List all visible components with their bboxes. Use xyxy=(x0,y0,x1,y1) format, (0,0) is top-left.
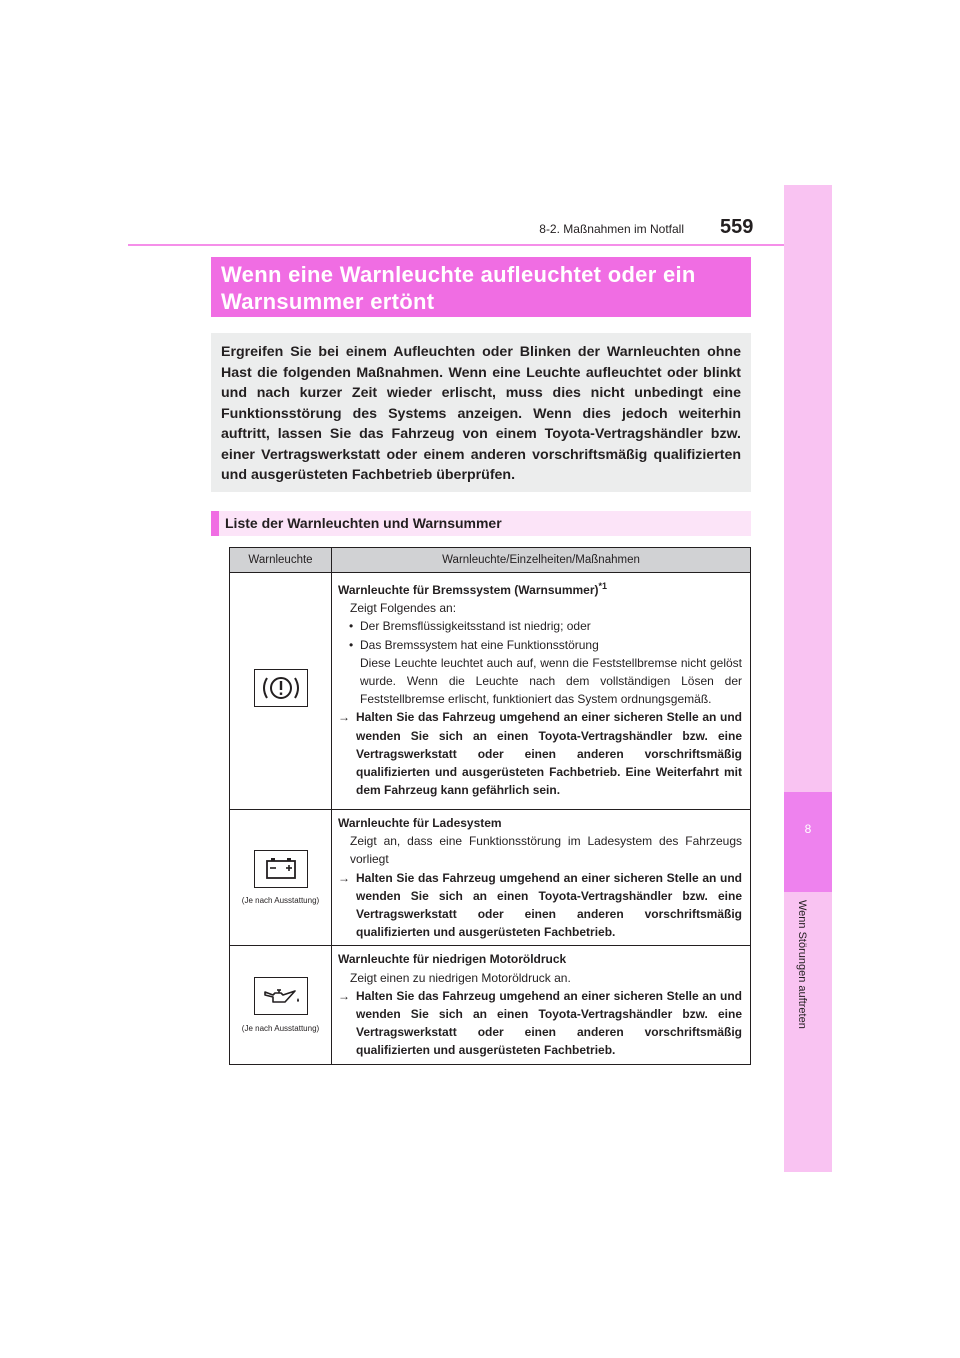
section-title-line1: Wenn eine Warnleuchte aufleuchtet oder ein xyxy=(221,262,696,287)
brake-warning-icon xyxy=(254,669,308,707)
table-row xyxy=(230,810,751,946)
warning-description: Zeigt an, dass eine Funktionsstörung im Ladesystem des Fahrzeugs vorliegt xyxy=(350,834,742,867)
icon-cell xyxy=(230,946,332,1064)
icon-cell xyxy=(230,810,332,946)
list-item: • Das Bremssystem hat eine Funktionsstörung xyxy=(349,637,599,652)
chapter-number: 8 xyxy=(804,822,812,836)
page-number: 559 xyxy=(720,216,754,238)
subsection-heading-text: Liste der Warnleuchten und Warnsummer xyxy=(225,515,502,531)
warning-action: → Halten Sie das Fahrzeug umgehend an einer sicheren Stelle an und wenden Sie sich an einen Toyota-Vertragshändler bzw. eine Vertragswerkstatt oder einen anderen vorschriftsmäßig qualifizierten und ausgerüsteten Fachbetrieb. xyxy=(338,988,742,1058)
warning-table xyxy=(229,547,751,1065)
chapter-side-label-text: Wenn Störungen auftreten xyxy=(796,900,808,1029)
table-header-warnleuchte: Warnleuchte xyxy=(230,548,332,573)
intro-paragraph: Ergreifen Sie bei einem Aufleuchten oder Blinken der Warnleuchten ohne Hast die folgenden Maßnahmen. Wenn eine Leuchte aufleuchtet oder blinkt und nach kurzer Zeit wieder erlischt, muss dies nicht unbedingt eine Funktionsstörung des Systems anzeigen. Wenn dies jedoch weiterhin auftritt, lassen Sie das Fahrzeug von einem Toyota-Vertragshändler bzw. einer Vertragswerkstatt oder einem anderen vorschriftsmäßig qualifizierten und ausgerüsteten Fachbetrieb überprüfen. xyxy=(211,333,751,492)
warning-action: → Halten Sie das Fahrzeug umgehend an einer sicheren Stelle an und wenden Sie sich an einen Toyota-Vertragshändler bzw. eine Vertragswerkstatt oder einen anderen vorschriftsmäßig qualifizierten und ausgerüsteten Fachbetrieb. xyxy=(338,870,742,940)
warning-description: Zeigt Folgendes an: xyxy=(350,601,457,616)
details-cell xyxy=(332,946,751,1064)
table-header-details: Warnleuchte/Einzelheiten/Maßnahmen xyxy=(332,548,751,573)
subsection-accent xyxy=(211,511,219,536)
warning-description: Zeigt einen zu niedrigen Motoröldruck an. xyxy=(350,970,571,985)
table-row xyxy=(230,573,751,810)
details-cell xyxy=(332,573,751,810)
warning-title: Warnleuchte für Ladesystem xyxy=(338,816,502,830)
chapter-number-box xyxy=(784,792,832,892)
header-rule xyxy=(128,244,784,246)
warning-note: Diese Leuchte leuchtet auch auf, wenn die Feststellbremse nicht gelöst wurde. Wenn die Leuchte nach dem vollständigen Lösen der Feststellbremse erlischt, funktioniert das System ordnungsgemäß. xyxy=(360,655,742,707)
list-item: • Der Bremsflüssigkeitsstand ist niedrig; oder xyxy=(349,619,591,634)
subsection-heading xyxy=(211,511,751,536)
warning-title: Warnleuchte für niedrigen Motoröldruck xyxy=(338,952,567,967)
details-cell xyxy=(332,810,751,946)
warning-title: Warnleuchte für Bremssystem (Warnsummer)$^{*1}$ xyxy=(338,581,608,597)
section-title xyxy=(211,257,751,317)
section-title-line2: Warnsummer ertönt xyxy=(221,289,435,314)
table-row xyxy=(230,946,751,1064)
battery-icon xyxy=(254,850,308,888)
oil-pressure-icon xyxy=(254,977,308,1015)
chapter-title: 8-2. Maßnahmen im Notfall xyxy=(539,222,684,236)
chapter-side-label xyxy=(796,900,816,1130)
icon-note: (Je nach Ausstattung) xyxy=(241,896,320,906)
icon-cell xyxy=(230,573,332,810)
warning-action: → Halten Sie das Fahrzeug umgehend an einer sicheren Stelle an und wenden Sie sich an einen Toyota-Vertragshändler bzw. eine Vertragswerkstatt oder einen anderen vorschriftsmäßig qualifizierten und ausgerüsteten Fachbetrieb. Eine Weiterfahrt mit dem Fahrzeug kann gefährlich sein. xyxy=(338,710,742,798)
table-header-row xyxy=(230,548,751,573)
icon-note: (Je nach Ausstattung) xyxy=(241,1023,320,1033)
